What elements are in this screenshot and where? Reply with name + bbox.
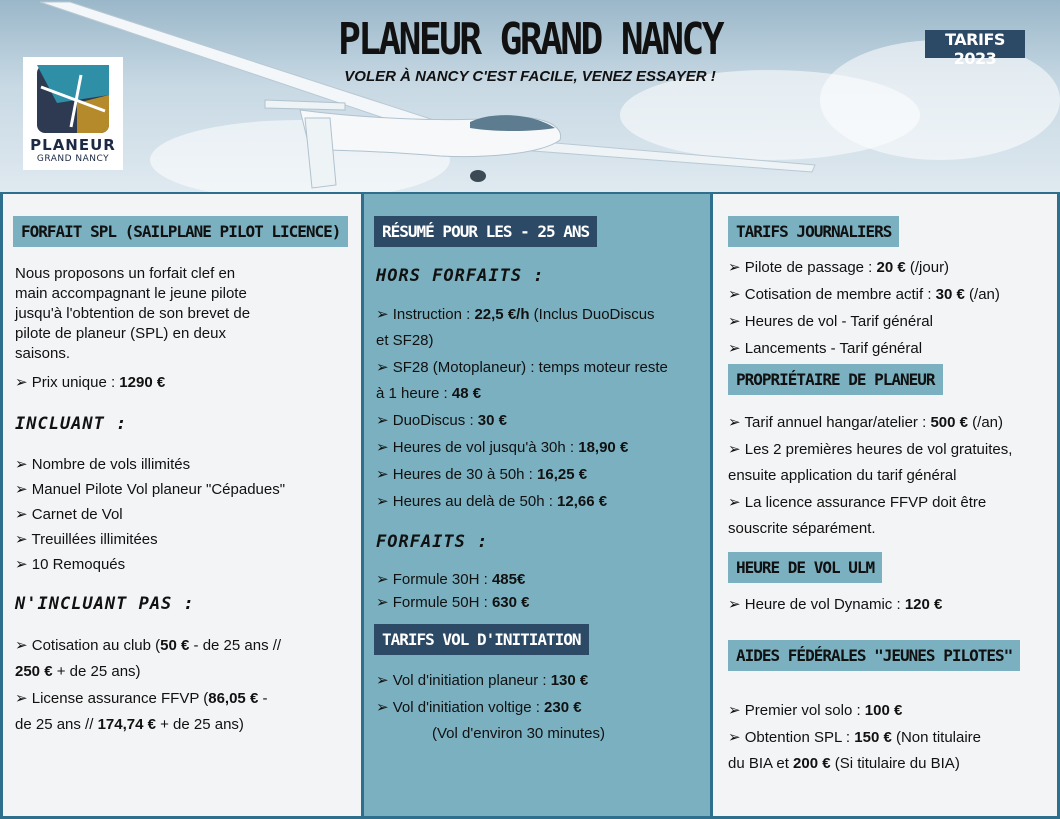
list-item <box>728 724 1058 751</box>
text: Heures au delà de 50h : <box>392 493 558 510</box>
text: Vol d'initiation planeur : <box>392 672 551 689</box>
list-item-cont: et SF28) <box>376 332 434 349</box>
list-item <box>15 527 355 552</box>
bullet-icon: ➢ <box>376 492 389 510</box>
bullet-icon: ➢ <box>15 455 28 473</box>
list-item <box>376 591 706 614</box>
text: Premier vol solo : <box>744 702 865 719</box>
list-item <box>376 461 706 488</box>
list-item <box>15 502 355 527</box>
price: 30 € <box>935 286 965 303</box>
bullet-icon: ➢ <box>376 358 389 376</box>
list-item <box>376 667 706 694</box>
bullet-icon: ➢ <box>728 728 741 746</box>
text: Heures de vol - Tarif général <box>744 313 933 330</box>
section-title: RÉSUMÉ POUR LES - 25 ANS <box>374 216 597 247</box>
bullet-icon: ➢ <box>728 258 741 276</box>
text: License assurance FFVP ( <box>31 690 209 707</box>
text: (/jour) <box>905 259 950 276</box>
price: 130 € <box>550 672 589 689</box>
bullet-icon: ➢ <box>15 689 28 707</box>
list-item <box>376 434 706 461</box>
initiation-list <box>376 667 706 747</box>
section-title: HEURE DE VOL ULM <box>728 552 882 583</box>
text: Tarif annuel hangar/atelier : <box>744 414 931 431</box>
forfaits-heading: FORFAITS : <box>376 532 489 552</box>
hors-forfaits-list <box>376 301 706 515</box>
list-item-cont <box>15 659 355 685</box>
text: (/an) <box>967 414 1003 431</box>
including-list <box>15 452 355 577</box>
price: 20 € <box>876 259 906 276</box>
list-item <box>728 489 1058 516</box>
list-item <box>376 354 706 381</box>
bullet-icon: ➢ <box>376 438 389 456</box>
price-line <box>15 370 165 395</box>
text: (/an) <box>964 286 1000 303</box>
excluding-heading: N'INCLUANT PAS : <box>15 594 195 614</box>
bullet-icon: ➢ <box>728 312 741 330</box>
section-title: AIDES FÉDÉRALES "JEUNES PILOTES" <box>728 640 1020 671</box>
bullet-icon: ➢ <box>15 373 28 391</box>
text: Heures de 30 à 50h : <box>392 466 538 483</box>
bullet-icon: ➢ <box>376 411 389 429</box>
bullet-icon: ➢ <box>728 413 741 431</box>
section-title: TARIFS JOURNALIERS <box>728 216 899 247</box>
daily-section-header <box>728 216 899 247</box>
section-title: FORFAIT SPL (SAILPLANE PILOT LICENCE) <box>13 216 348 247</box>
price: 250 € <box>15 663 53 680</box>
price-value: 1290 € <box>119 374 166 391</box>
bullet-icon: ➢ <box>728 493 741 511</box>
list-item <box>728 335 1053 362</box>
list-item <box>728 308 1053 335</box>
bullet-icon: ➢ <box>376 671 389 689</box>
ulm-list <box>728 592 1053 617</box>
bullet-icon: ➢ <box>728 701 741 719</box>
item-text: 10 Remoqués <box>31 556 126 573</box>
logo-subtext: GRAND NANCY <box>36 154 110 164</box>
text: (Non titulaire <box>891 729 982 746</box>
list-item <box>728 281 1053 308</box>
price: 174,74 € <box>97 716 156 733</box>
text: Formule 50H : <box>392 594 492 611</box>
text: Cotisation de membre actif : <box>744 286 936 303</box>
ulm-section-header <box>728 552 882 583</box>
list-item <box>728 254 1053 281</box>
text: Heure de vol Dynamic : <box>744 596 905 613</box>
price-label: Prix unique : <box>31 374 120 391</box>
page-title: PLANEUR GRAND NANCY <box>338 14 722 65</box>
excluding-list <box>15 632 355 738</box>
bullet-icon: ➢ <box>728 595 741 613</box>
price: 485€ <box>491 571 526 588</box>
text: de 25 ans // <box>15 716 98 733</box>
text: + de 25 ans) <box>52 663 141 680</box>
price: 86,05 € <box>208 690 259 707</box>
price: 12,66 € <box>557 493 608 510</box>
list-item-cont <box>15 712 355 738</box>
list-item-cont: ensuite application du tarif général <box>728 467 957 484</box>
price: 100 € <box>864 702 903 719</box>
item-text: Treuillées illimitées <box>31 531 158 548</box>
text: DuoDiscus : <box>392 412 478 429</box>
bullet-icon: ➢ <box>15 530 28 548</box>
list-item <box>728 409 1058 436</box>
spl-section-header <box>13 216 348 247</box>
bullet-icon: ➢ <box>376 593 389 611</box>
item-text: Manuel Pilote Vol planeur "Cépadues" <box>31 481 286 498</box>
text: - de 25 ans // <box>189 637 282 654</box>
bullet-icon: ➢ <box>728 440 741 458</box>
owner-list <box>728 409 1058 542</box>
text: + de 25 ans) <box>155 716 244 733</box>
item-text: Nombre de vols illimités <box>31 456 191 473</box>
header-banner <box>0 0 1060 192</box>
price: 500 € <box>930 414 968 431</box>
text: SF28 (Motoplaneur) : temps moteur reste <box>392 359 668 376</box>
text: Cotisation au club ( <box>31 637 161 654</box>
section-title: TARIFS VOL D'INITIATION <box>374 624 589 655</box>
text: Les 2 premières heures de vol gratuites, <box>744 441 1013 458</box>
bullet-icon: ➢ <box>15 480 28 498</box>
price: 48 € <box>451 385 482 402</box>
text: (Inclus DuoDiscus <box>529 306 655 323</box>
club-logo <box>23 57 123 170</box>
item-text: Carnet de Vol <box>31 506 123 523</box>
price: 200 € <box>793 755 831 772</box>
logo-text: PLANEUR <box>30 136 116 154</box>
intro-line: pilote de planeur (SPL) en deux <box>15 325 226 342</box>
logo-icon <box>37 65 109 133</box>
bullet-icon: ➢ <box>15 505 28 523</box>
bullet-icon: ➢ <box>15 636 28 654</box>
text: La licence assurance FFVP doit être <box>744 494 987 511</box>
daily-list <box>728 254 1053 362</box>
aids-section-header <box>728 640 1020 671</box>
list-item <box>376 488 706 515</box>
list-item <box>376 694 706 721</box>
text: Heures de vol jusqu'à 30h : <box>392 439 579 456</box>
list-item-cont: souscrite séparément. <box>728 520 876 537</box>
bullet-icon: ➢ <box>728 339 741 357</box>
list-item <box>728 697 1058 724</box>
intro-line: Nous proposons un forfait clef en <box>15 265 236 282</box>
middle-column <box>364 194 710 816</box>
list-item <box>15 685 355 712</box>
including-heading: INCLUANT : <box>15 414 128 434</box>
price: 16,25 € <box>537 466 588 483</box>
aids-list <box>728 697 1058 777</box>
price: 18,90 € <box>578 439 629 456</box>
forfaits-list <box>376 568 706 614</box>
text: (Si titulaire du BIA) <box>830 755 960 772</box>
initiation-section-header <box>374 624 589 655</box>
text: Pilote de passage : <box>744 259 877 276</box>
text: Lancements - Tarif général <box>744 340 923 357</box>
section-title: PROPRIÉTAIRE DE PLANEUR <box>728 364 943 395</box>
owner-section-header <box>728 364 943 395</box>
price: 22,5 €/h <box>474 306 530 323</box>
intro-line: saisons. <box>15 345 71 362</box>
list-item <box>376 407 706 434</box>
text: Vol d'initiation voltige : <box>392 699 545 716</box>
list-item <box>376 301 706 328</box>
bullet-icon: ➢ <box>728 285 741 303</box>
spl-intro <box>15 264 355 364</box>
text: Instruction : <box>392 306 475 323</box>
text: Obtention SPL : <box>744 729 855 746</box>
text: Formule 30H : <box>392 571 492 588</box>
price: 630 € <box>491 594 530 611</box>
list-item <box>15 632 355 659</box>
bullet-icon: ➢ <box>376 570 389 588</box>
list-item-cont <box>376 381 706 407</box>
list-item <box>15 477 355 502</box>
list-item <box>728 436 1058 463</box>
hors-forfaits-heading: HORS FORFAITS : <box>376 266 545 286</box>
price: 30 € <box>477 412 507 429</box>
bullet-icon: ➢ <box>376 698 389 716</box>
page-subtitle: VOLER À NANCY C'EST FACILE, VENEZ ESSAYER ! <box>344 68 716 85</box>
text: du BIA et <box>728 755 794 772</box>
intro-line: jusqu'à l'obtention de son brevet de <box>15 305 251 322</box>
initiation-note: (Vol d'environ 30 minutes) <box>432 725 605 742</box>
list-item <box>728 592 1053 617</box>
price: 50 € <box>160 637 190 654</box>
price: 150 € <box>854 729 892 746</box>
bullet-icon: ➢ <box>376 465 389 483</box>
text: à 1 heure : <box>376 385 452 402</box>
list-item <box>15 552 355 577</box>
bullet-icon: ➢ <box>15 555 28 573</box>
price: 230 € <box>544 699 582 716</box>
list-item <box>15 452 355 477</box>
summary-section-header <box>374 216 597 247</box>
year-badge: TARIFS 2023 <box>925 30 1025 58</box>
text: - <box>258 690 268 707</box>
list-item-cont <box>728 751 1058 777</box>
bullet-icon: ➢ <box>376 305 389 323</box>
right-column <box>713 194 1057 816</box>
price: 120 € <box>904 596 943 613</box>
list-item <box>376 568 706 591</box>
left-column <box>3 194 361 816</box>
intro-line: main accompagnant le jeune pilote <box>15 285 247 302</box>
